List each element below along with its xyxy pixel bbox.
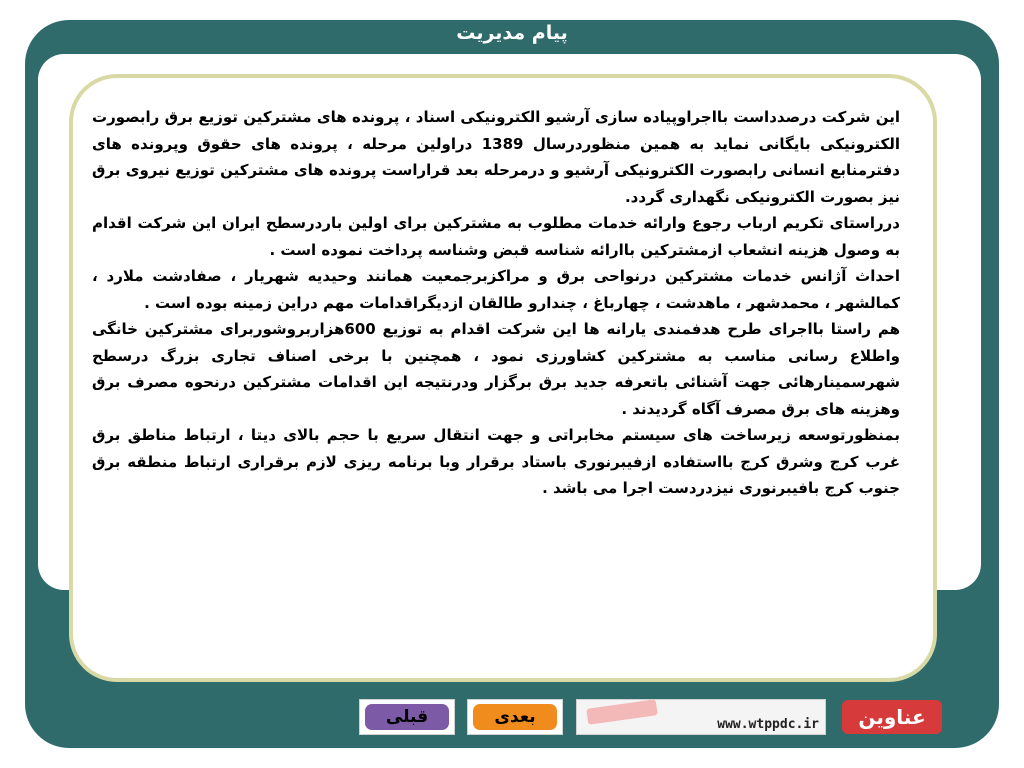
message-paragraph: هم راستا بااجرای طرح هدفمندی یارانه ها این شرکت اقدام به توزیع 600هزاربروشوربرای مشترکین خانگی واطلاع رسانی مناسب به مشترکین کشاورزی نمود ، همچنین با برخی اصناف تجاری بزرگ درسطح شهرسمینارهائی جهت آشنائی باتعرفه جدید برق برگزار ودرنتیجه این اقدامات مشترکین درنحوه مصرف برق وهزینه های برق مصرف آگاه گردیدند . [92, 320, 900, 418]
next-button-label: بعدی [473, 704, 557, 730]
contents-button[interactable] [840, 699, 944, 735]
site-banner[interactable] [576, 699, 826, 735]
message-body [92, 104, 900, 502]
page-title: پیام مدیریت [456, 22, 568, 44]
message-paragraph: بمنظورتوسعه زیرساخت های سیستم مخابراتی و جهت انتقال سریع با حجم بالای دیتا ، ارتباط مناطق برق غرب کرج وشرق کرج بااستفاده ازفیبرنوری باستاد برقرار وبا برنامه ریزی لازم برقراری ارتباط منطقه برق جنوب کرج بافیبرنوری نیزدردست اجرا می باشد . [92, 426, 900, 497]
message-paragraph: احداث آژانس خدمات مشترکین درنواحی برق و مراکزبرجمعیت همانند وحیدیه شهریار ، صفادشت ملارد ، کمالشهر ، محمدشهر ، ماهدشت ، چهارباغ ، چندارو طالقان ازدیگراقدامات مهم دراین زمینه بوده است . [92, 267, 900, 312]
message-paragraph: درراستای تکریم ارباب رجوع وارائه خدمات مطلوب به مشترکین برای اولین باردرسطح ایران این شرکت اقدام به وصول هزینه انشعاب ازمشترکین باارائه شناسه قبض وشناسه پرداخت نموده است . [92, 214, 900, 259]
banner-logo [586, 699, 658, 725]
banner-url: www.wtppdc.ir [717, 717, 819, 732]
next-button[interactable] [467, 699, 563, 735]
prev-button-label: قبلی [365, 704, 449, 730]
contents-button-label: عناوین [842, 700, 942, 734]
message-paragraph: این شرکت درصدداست بااجراوپیاده سازی آرشیو الکترونیکی اسناد ، پرونده های مشترکین توزیع برق رابصورت الکترونیکی بایگانی نماید به همین منظوردرسال 1389 دراولین مرحله ، پرونده های حقوق وپرونده های دفترمنابع انسانی رابصورت الکترونیکی آرشیو و درمرحله بعد قراراست پرونده های مشترکین توزیع نیروی برق نیز بصورت الکترونیکی نگهداری گردد. [92, 108, 900, 206]
prev-button[interactable] [359, 699, 455, 735]
